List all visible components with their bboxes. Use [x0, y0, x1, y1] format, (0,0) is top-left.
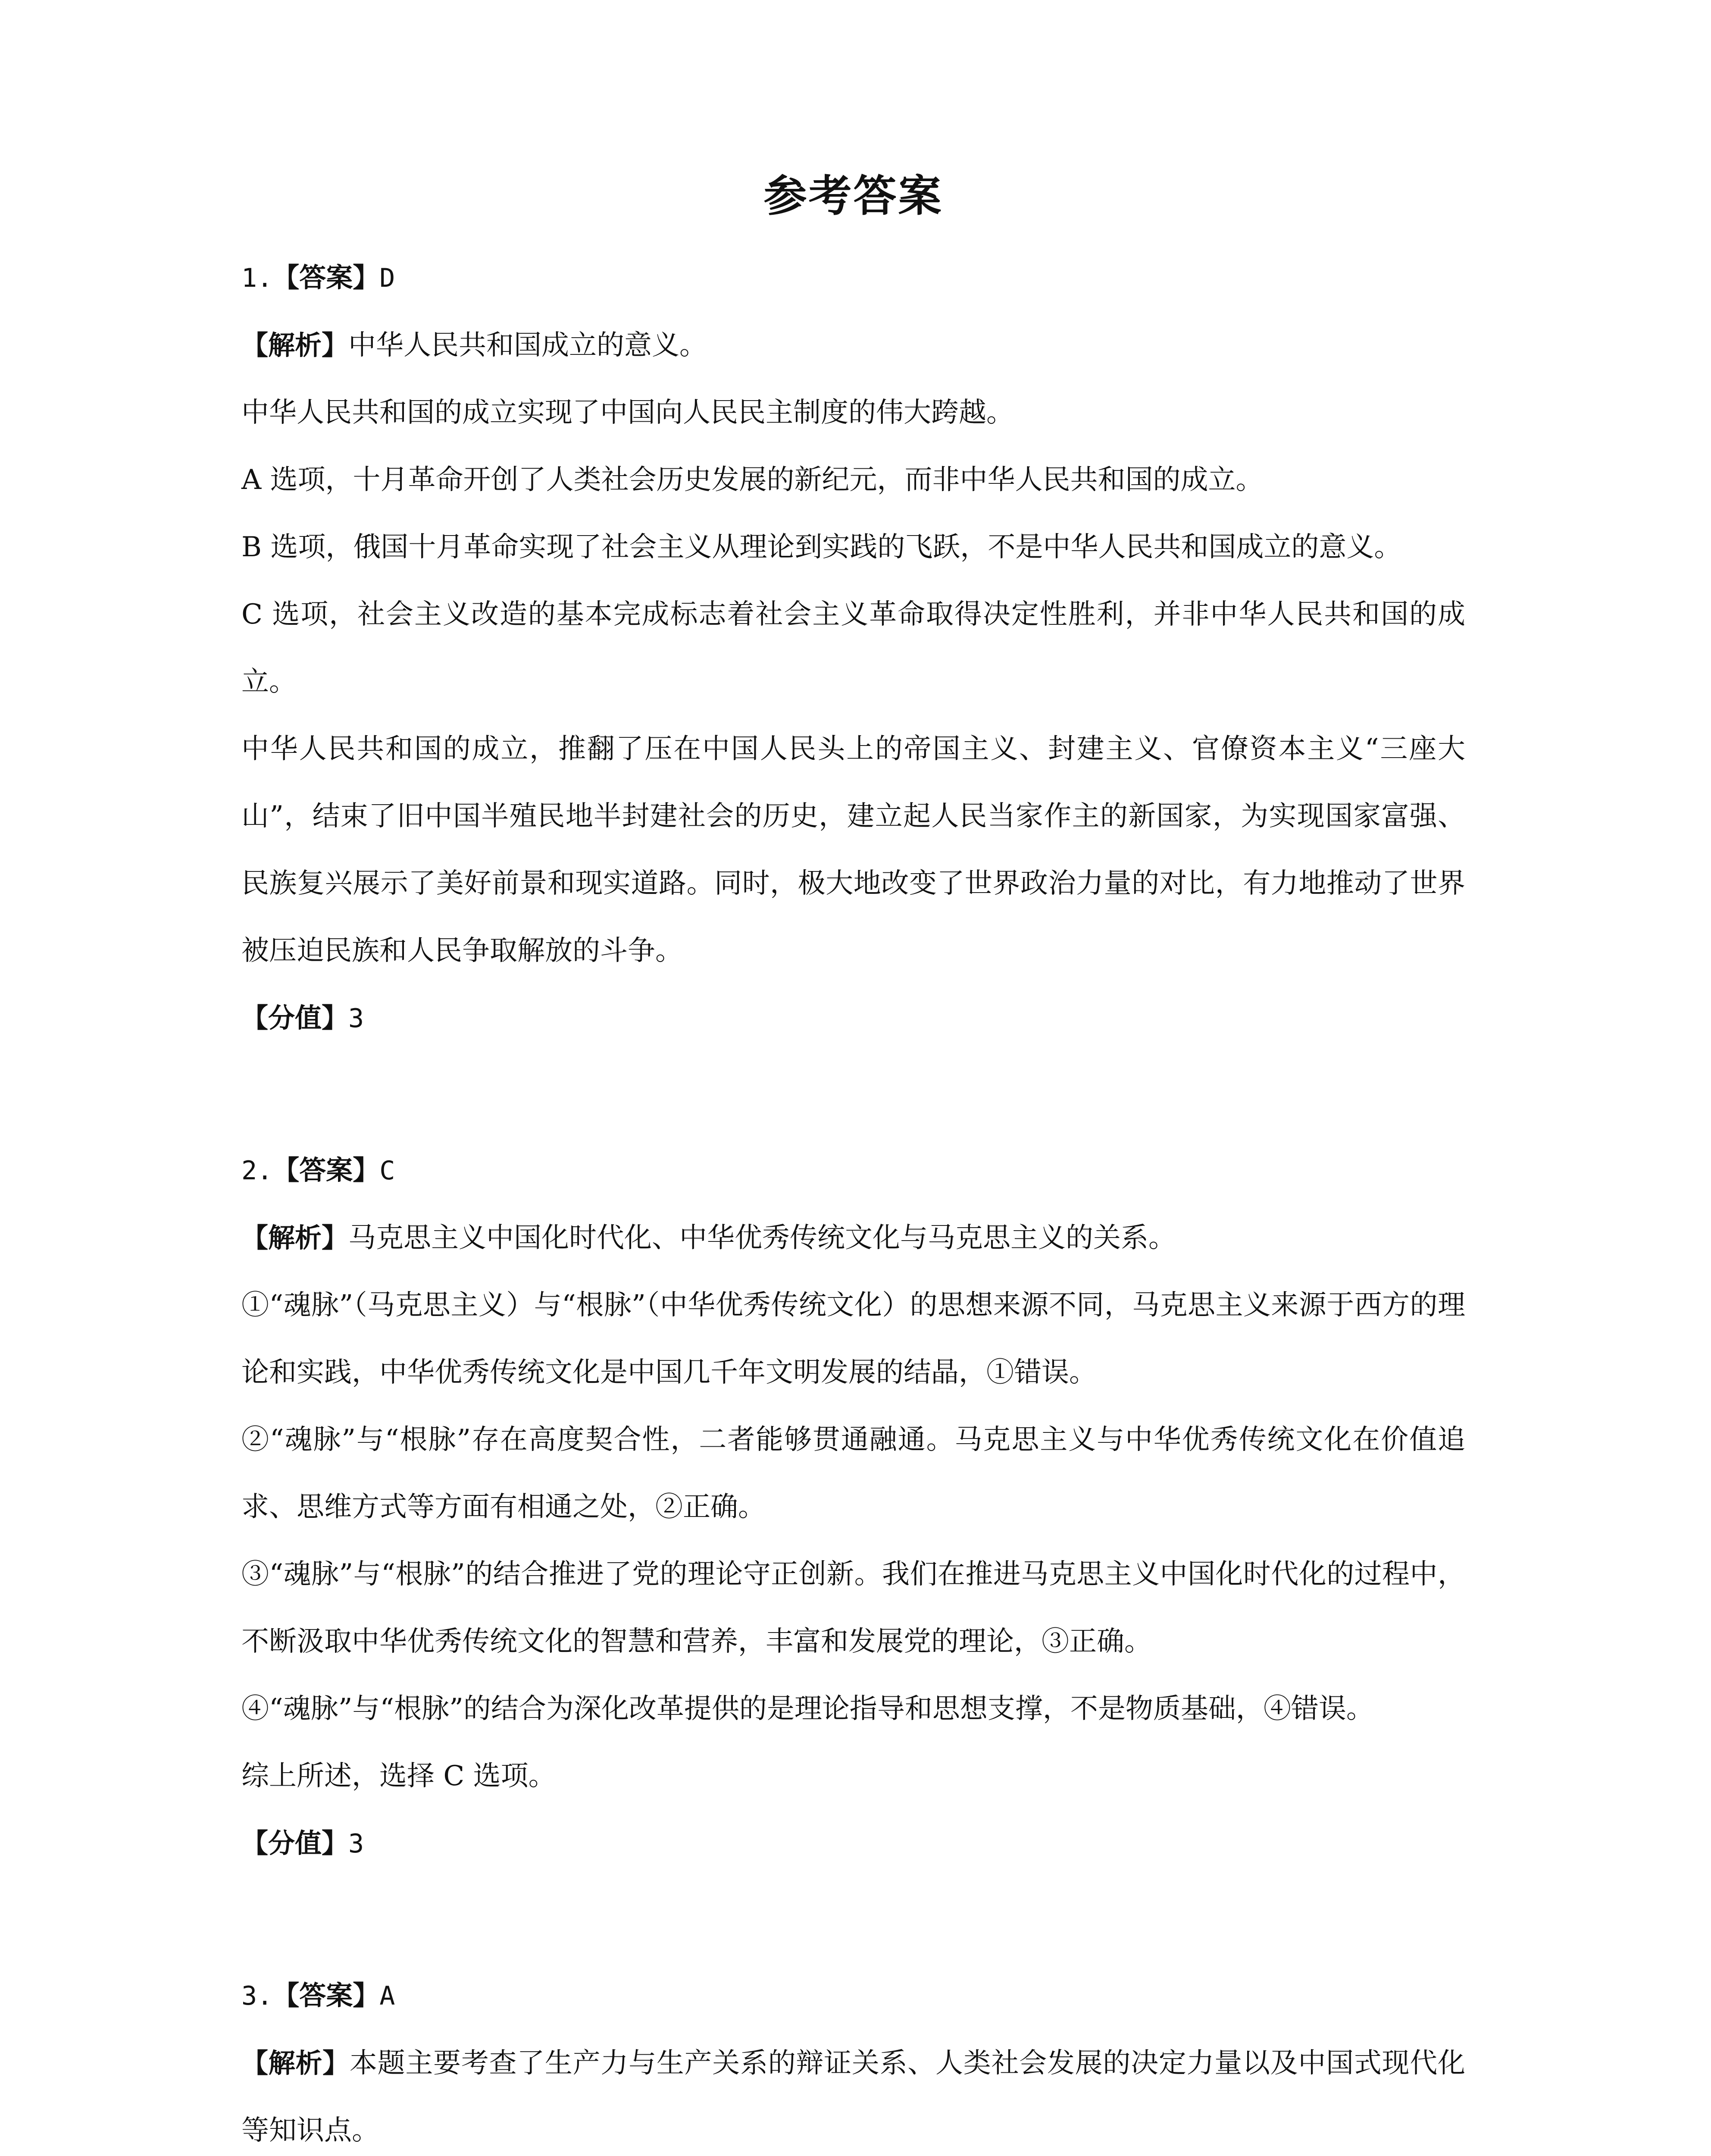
- analysis-line: [241, 1204, 1465, 1272]
- analysis-paragraph: ①“魂脉”（马克思主义）与“根脉”（中华优秀传统文化）的思想来源不同，马克思主义来源于西方的理论和实践，中华优秀传统文化是中国几千年文明发展的结晶，①错误。: [241, 1289, 1465, 1388]
- answer-value: C: [379, 1156, 395, 1186]
- analysis-paragraph: 中华人民共和国的成立实现了中国向人民民主制度的伟大跨越。: [241, 397, 1014, 429]
- question-spacer: [241, 1877, 1465, 1962]
- analysis-tag: 【解析】: [241, 2047, 350, 2079]
- score-tag: 【分值】: [241, 1002, 349, 1034]
- answer-line: [241, 1962, 1465, 2030]
- analysis-paragraph: 中华人民共和国的成立，推翻了压在中国人民头上的帝国主义、封建主义、官僚资本主义“三座大山”，结束了旧中国半殖民地半封建社会的历史，建立起人民当家作主的新国家，为实现国家富强、民族复兴展示了美好前景和现实道路。同时，极大地改变了世界政治力量的对比，有力地推动了世界被压迫民族和人民争取解放的斗争。: [241, 733, 1465, 967]
- answer-tag: 【答案】: [272, 1154, 380, 1186]
- answer-line: [241, 1137, 1465, 1204]
- question-3: [241, 1962, 1465, 2156]
- analysis-intro: 马克思主义中国化时代化、中华优秀传统文化与马克思主义的关系。: [348, 1222, 1176, 1254]
- analysis-tag: 【解析】: [241, 1222, 349, 1253]
- analysis-paragraph: A 选项，十月革命开创了人类社会历史发展的新纪元，而非中华人民共和国的成立。: [241, 464, 1264, 496]
- page-title: 参考答案: [763, 171, 943, 221]
- answer-tag: 【答案】: [272, 262, 380, 293]
- question-number: 2.: [241, 1156, 273, 1186]
- question-number: 3.: [241, 1981, 273, 2011]
- question-1: [241, 244, 1465, 1052]
- analysis-paragraph: ④“魂脉”与“根脉”的结合为深化改革提供的是理论指导和思想支撑，不是物质基础，④错误。: [241, 1693, 1374, 1725]
- analysis-tag: 【解析】: [241, 329, 349, 361]
- question-number: 1.: [241, 263, 273, 293]
- analysis-line: [241, 2030, 1465, 2156]
- score-tag: 【分值】: [241, 1827, 349, 1859]
- answer-value: D: [379, 263, 395, 293]
- analysis-paragraph: ③“魂脉”与“根脉”的结合推进了党的理论守正创新。我们在推进马克思主义中国化时代化的过程中，不断汲取中华优秀传统文化的智慧和营养，丰富和发展党的理论，③正确。: [241, 1558, 1465, 1658]
- analysis-paragraph: ②“魂脉”与“根脉”存在高度契合性，二者能够贯通融通。马克思主义与中华优秀传统文化在价值追求、思维方式等方面有相通之处，②正确。: [241, 1424, 1465, 1523]
- analysis-paragraph: 综上所述，选择 C 选项。: [241, 1760, 556, 1792]
- question-spacer: [241, 1052, 1465, 1137]
- answer-line: [241, 244, 1465, 312]
- answer-value: A: [379, 1981, 395, 2011]
- question-2: [241, 1137, 1465, 1877]
- score-value: 3: [348, 1003, 364, 1034]
- analysis-paragraph: C 选项，社会主义改造的基本完成标志着社会主义革命取得决定性胜利，并非中华人民共和国的成立。: [241, 599, 1465, 698]
- analysis-paragraph: B 选项，俄国十月革命实现了社会主义从理论到实践的飞跃，不是中华人民共和国成立的意义。: [241, 531, 1402, 563]
- analysis-intro: 本题主要考查了生产力与生产关系的辩证关系、人类社会发展的决定力量以及中国式现代化等知识点。: [241, 2047, 1465, 2147]
- answer-tag: 【答案】: [272, 1980, 380, 2011]
- score-line: [241, 984, 1465, 1052]
- analysis-line: [241, 312, 1465, 379]
- score-value: 3: [348, 1829, 364, 1859]
- score-line: [241, 1810, 1465, 1877]
- analysis-intro: 中华人民共和国成立的意义。: [348, 329, 707, 361]
